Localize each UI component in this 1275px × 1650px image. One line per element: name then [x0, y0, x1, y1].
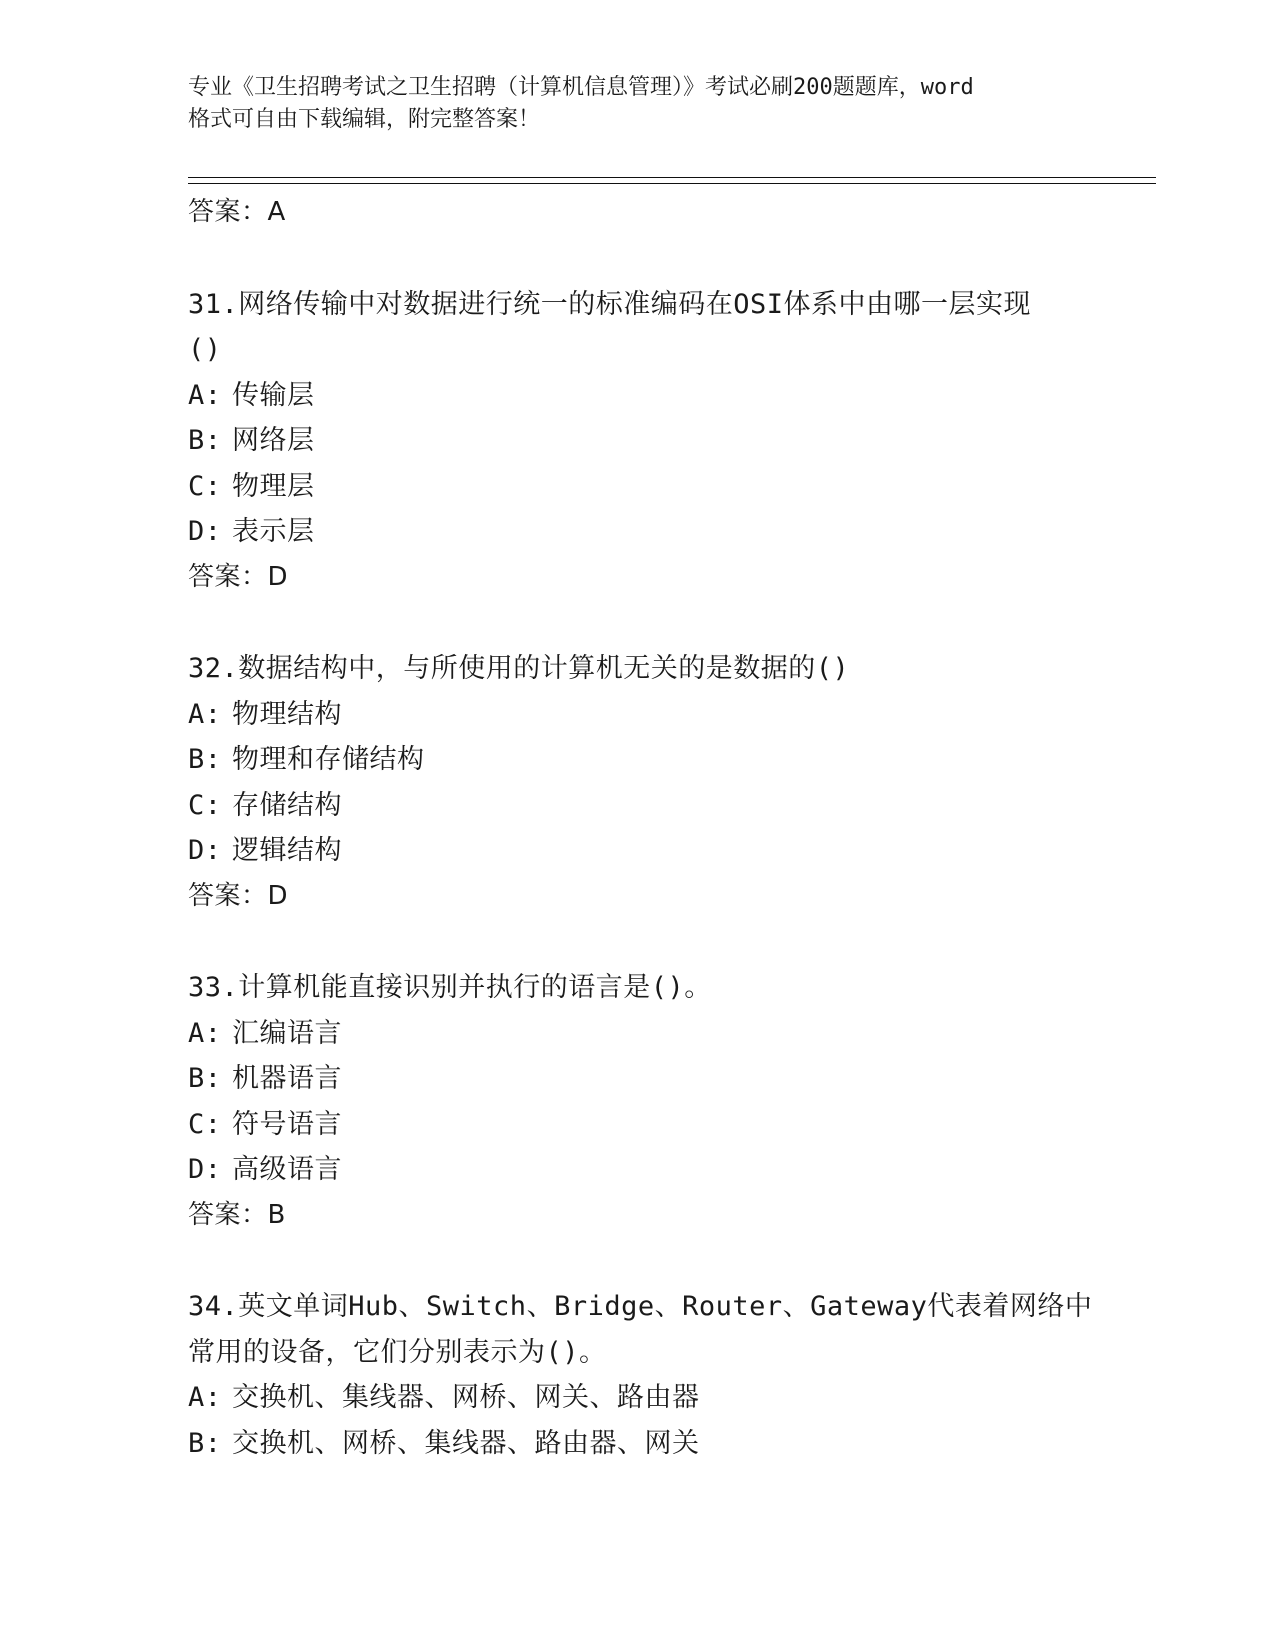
question-32 [188, 646, 1088, 919]
question-text: 34.英文单词Hub、Switch、Bridge、Router、Gateway代表着网络中 [188, 1291, 1093, 1322]
option-c: C: 物理层 [188, 470, 315, 502]
header-line-2: 格式可自由下载编辑，附完整答案！ [188, 107, 541, 132]
question-34 [188, 1284, 1093, 1466]
answer: 答案：D [188, 880, 289, 911]
header-line-1: 专业《卫生招聘考试之卫生招聘（计算机信息管理）》考试必刷200题题库，word [188, 75, 974, 100]
option-b: B: 机器语言 [188, 1063, 342, 1094]
answer: 答案：B [188, 1199, 286, 1230]
option-b: B: 物理和存储结构 [188, 744, 425, 775]
option-d: D: 逻辑结构 [188, 835, 342, 866]
document-body [188, 190, 1093, 1466]
option-a: A: 物理结构 [188, 698, 342, 730]
option-b: B: 交换机、网桥、集线器、路由器、网关 [188, 1427, 700, 1459]
option-c: C: 符号语言 [188, 1108, 342, 1140]
answer: 答案：D [188, 561, 289, 592]
header-rule-top [188, 177, 1156, 178]
option-d: D: 高级语言 [188, 1154, 342, 1185]
option-b: B: 网络层 [188, 425, 315, 456]
question-text-cont: () [188, 334, 222, 365]
question-31 [188, 282, 1088, 601]
header-rule-bottom [188, 183, 1156, 184]
document-header [188, 72, 1088, 136]
question-text: 32.数据结构中，与所使用的计算机无关的是数据的() [188, 653, 850, 684]
option-a: A: 传输层 [188, 379, 315, 411]
previous-answer: 答案：A [188, 197, 286, 227]
question-33 [188, 965, 1088, 1238]
question-text-cont: 常用的设备，它们分别表示为()。 [188, 1336, 607, 1368]
option-d: D: 表示层 [188, 516, 315, 547]
question-text: 33.计算机能直接识别并执行的语言是()。 [188, 972, 712, 1003]
question-text: 31.网络传输中对数据进行统一的标准编码在OSI体系中由哪一层实现 [188, 288, 1032, 320]
option-a: A: 汇编语言 [188, 1017, 342, 1049]
option-a: A: 交换机、集线器、网桥、网关、路由器 [188, 1382, 700, 1413]
option-c: C: 存储结构 [188, 789, 342, 821]
